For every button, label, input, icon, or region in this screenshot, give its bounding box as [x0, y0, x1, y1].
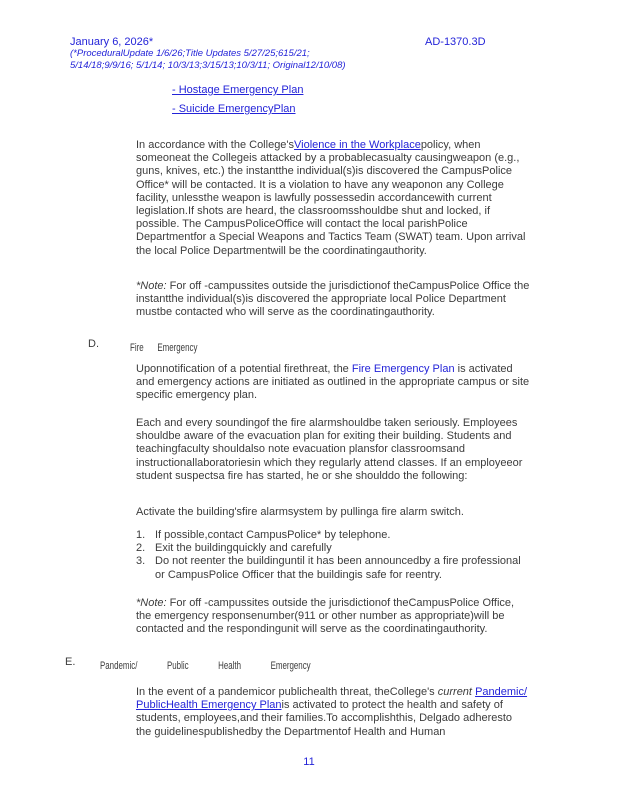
activate-alarm-line: Activate the building'sfire alarmsystem by pullinga fire alarm switch.: [136, 506, 464, 518]
section-d-heading: [130, 338, 224, 356]
fire-step-1-text: If possible,contact CampusPolice* by telephone.: [155, 529, 391, 541]
fire-plan-paragraph-post: is activated and emergency actions are initiated as outlined in the appropriate campus or site specific emergency plan.: [136, 363, 530, 402]
pandemic-paragraph-post: is activated to protect the health and safety of students, employees,and their families.To accomplishthis, Delgado adheresto the guidelinespublishedby the Departmentof Health and Human: [136, 699, 513, 738]
fire-step-3-text: Do not reenter the buildinguntil it has been announcedby a fire professional or CampusPolice Officer that the buildingis safe for reentry.: [155, 555, 521, 581]
violence-note: [136, 280, 530, 320]
fire-step-2-text: Exit the buildingquickly and carefully: [155, 542, 332, 555]
violence-paragraph: [136, 139, 530, 258]
violence-in-workplace-link[interactable]: Violence in the Workplace: [294, 139, 421, 151]
fire-note-text: For off -campussites outside the jurisdictionof theCampusPolice Office, the emergency responsenumber(911 or other number as appropriate)will be contacted and the respondingunit will serve as the coordinatingauthority.: [136, 597, 515, 636]
violence-note-text: For off -campussites outside the jurisdictionof theCampusPolice Office the instantthe individual(s)is discovered the appropriate local Police Department mustbe contacted who will serve as the coordinatingauthority.: [136, 280, 530, 319]
document-date: January 6, 2026*: [70, 36, 154, 48]
fire-step-2: [136, 542, 530, 555]
suicide-emergency-plan-link[interactable]: - Suicide EmergencyPlan: [172, 103, 296, 115]
section-d-title: Fire Emergency: [130, 342, 198, 354]
revision-history-line1: (*ProceduralUpdate 1/6/26;Title Updates 5/27/25;615/21;: [70, 48, 310, 59]
document-id: AD-1370.3D: [425, 36, 486, 48]
revision-history-line2: 5/14/18;9/9/16; 5/1/14; 10/3/13;3/15/13;10/3/11; Original12/10/08): [70, 59, 346, 71]
pandemic-plan-link[interactable]: Pandemic/ PublicHealth Emergency Plan: [136, 686, 528, 712]
violence-note-label: *Note:: [136, 280, 167, 292]
fire-note-label: *Note:: [136, 597, 167, 609]
violence-paragraph-pre: In accordance with the College's: [136, 139, 295, 151]
fire-steps-list: [136, 529, 530, 582]
fire-step-1: [136, 529, 530, 542]
page-number: 11: [303, 756, 315, 768]
fire-plan-paragraph-pre: Uponnotification of a potential firethreat, the: [136, 363, 352, 375]
section-e-title: Pandemic/ Public Health Emergency: [100, 660, 311, 672]
pandemic-paragraph: [136, 686, 530, 739]
fire-plan-paragraph: [136, 363, 530, 403]
section-d-letter: D.: [88, 338, 99, 350]
fire-alarm-paragraph: Each and every soundingof the fire alarmshouldbe taken seriously. Employees shouldbe aware of the evacuation plan for exiting their building. Students and teachingfaculty shouldalso note evacuation plansfor classroomsand instructionallaboratoriesin which they regularly attend classes. If an employeeor student suspectsa fire has started, he or she shoulddo the following:: [136, 417, 523, 482]
section-e-letter: E.: [65, 656, 76, 668]
fire-step-3-number: 3.: [136, 555, 146, 568]
section-e-heading: [100, 656, 393, 674]
pandemic-paragraph-pre: In the event of a pandemicor publichealth threat, theCollege's: [136, 686, 438, 698]
pandemic-paragraph-current: current: [437, 686, 472, 698]
fire-emergency-plan-link[interactable]: Fire Emergency Plan: [351, 363, 455, 375]
fire-step-3: [136, 555, 530, 581]
fire-note: [136, 597, 530, 637]
hostage-emergency-plan-link[interactable]: - Hostage Emergency Plan: [172, 84, 304, 96]
fire-step-2-number: 2.: [136, 542, 146, 555]
fire-step-1-number: 1.: [136, 529, 146, 541]
violence-paragraph-post: policy, when someoneat the Collegeis attacked by a probablecasualty causingweapon (e.g., guns, knives, etc.) the instantthe individual(s)is discovered the CampusPolice Office* will be contacted. It is a violation to have any weaponon any College facility, unlessthe weapon is lawfully possessedin accordancewith current legislation.If shots are heard, the classroomsshouldbe shut and locked, if possible. The CampusPoliceOffice will contact the local parishPolice Departmentfor a Special Weapons and Tactics Team (SWAT) team. Upon arrival the local Police Departmentwill be the coordinatingauthority.: [136, 139, 526, 257]
